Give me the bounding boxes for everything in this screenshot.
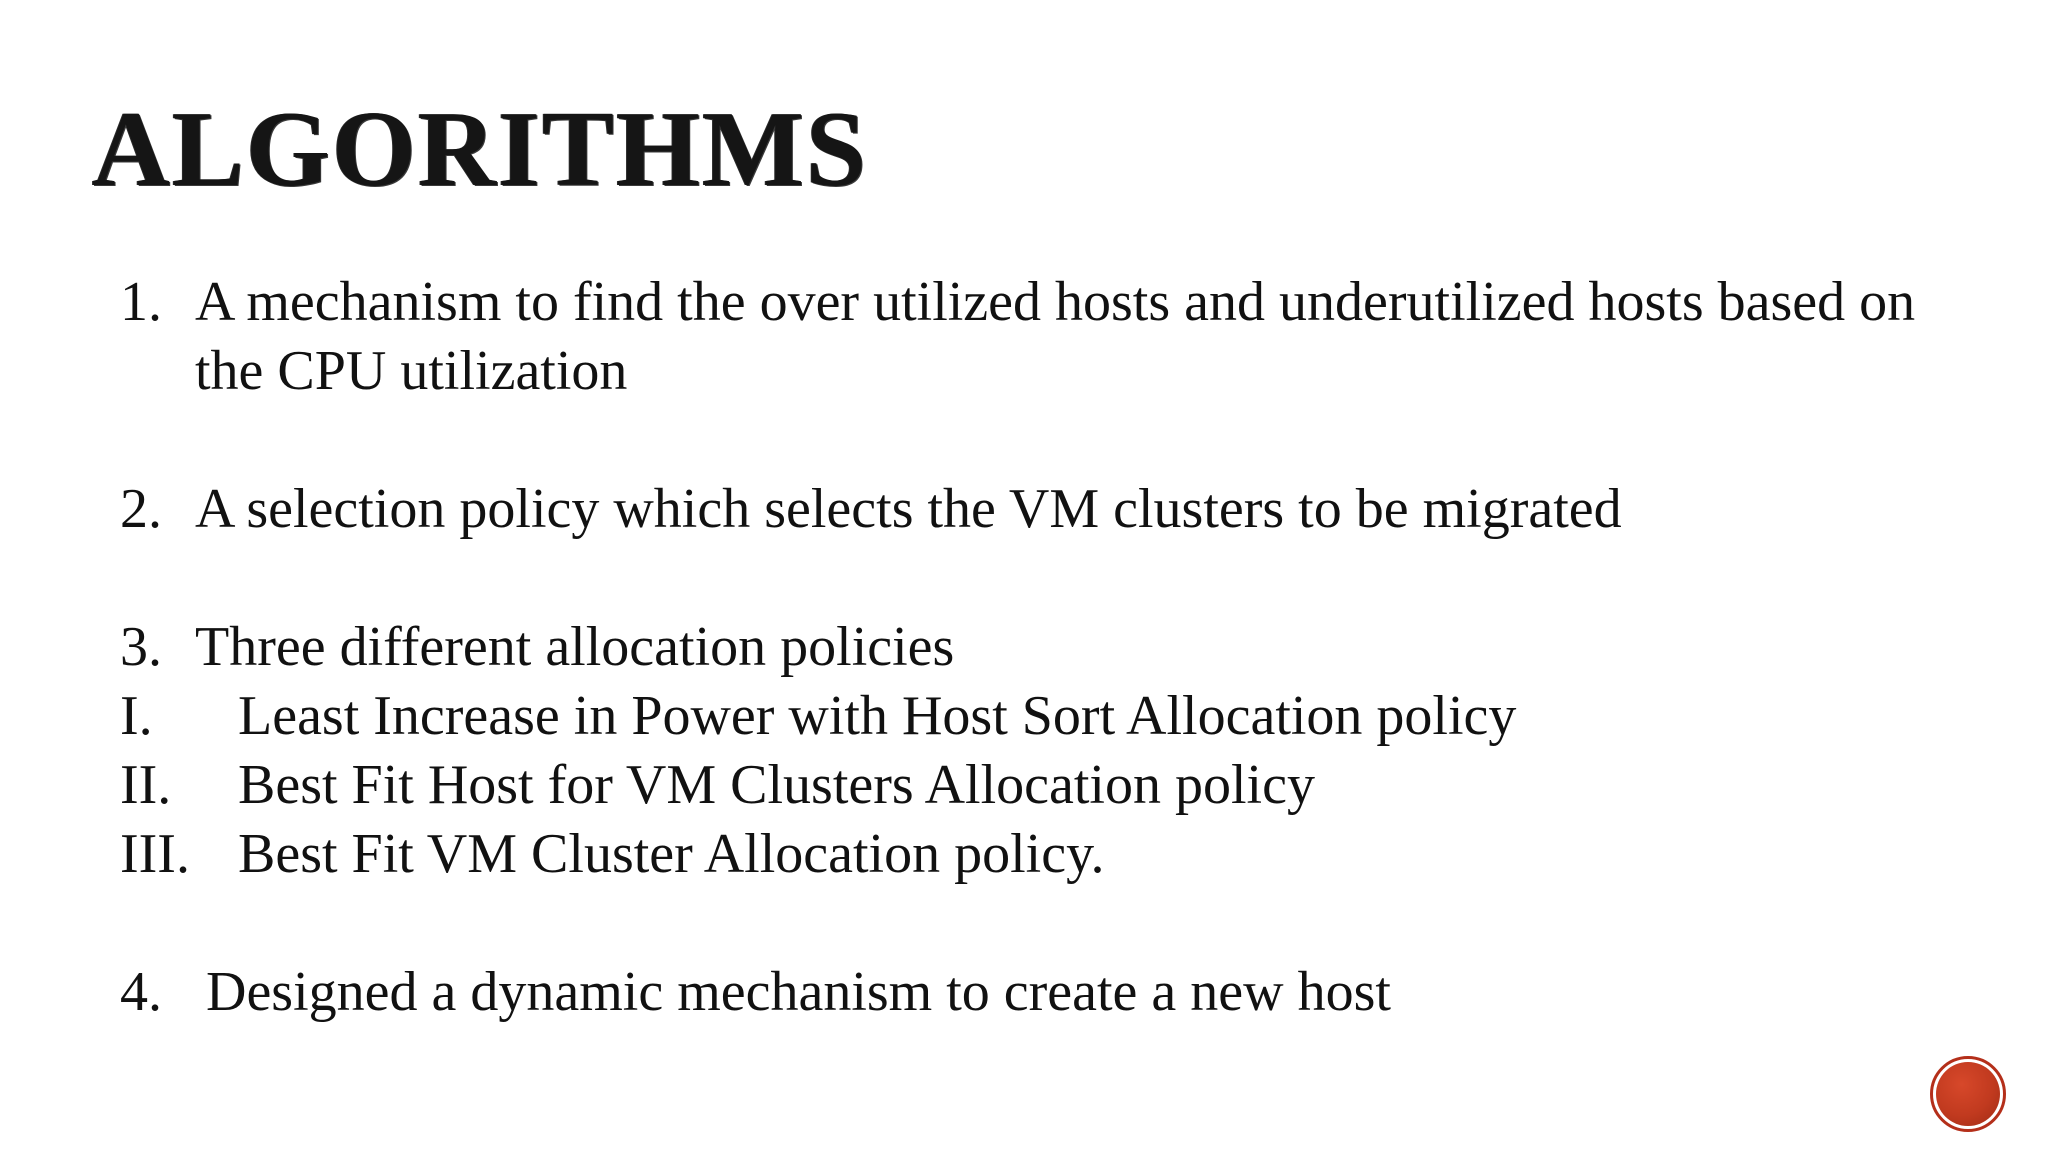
sub-item-i xyxy=(120,682,2000,751)
slide-title: ALGORITHMS xyxy=(92,90,869,209)
roman-numeral: II. xyxy=(120,754,172,816)
roman-numeral: I. xyxy=(120,685,153,747)
list-item-1 xyxy=(120,268,2000,337)
sub-item-text: Best Fit Host for VM Clusters Allocation policy xyxy=(238,754,1315,816)
list-item-text: Designed a dynamic mechanism to create a new host xyxy=(206,961,1391,1023)
list-item-3 xyxy=(120,613,2000,682)
red-circle-icon xyxy=(1936,1062,2000,1126)
list-item-1-continuation xyxy=(120,337,2000,406)
list-item-2 xyxy=(120,475,2000,544)
sub-item-iii xyxy=(120,820,2000,889)
list-item-text: Three different allocation policies xyxy=(195,616,955,678)
sub-item-text: Least Increase in Power with Host Sort Allocation policy xyxy=(238,685,1517,747)
list-number: 2. xyxy=(120,478,162,540)
list-item-4 xyxy=(120,958,2000,1027)
list-number: 4. xyxy=(120,961,162,1023)
list-item-text: A mechanism to find the over utilized hosts and underutilized hosts based on xyxy=(195,271,1916,333)
algorithm-list xyxy=(120,268,2000,1027)
sub-item-text: Best Fit VM Cluster Allocation policy. xyxy=(238,823,1105,885)
slide-badge-icon[interactable] xyxy=(1930,1056,2006,1132)
list-item-text: the CPU utilization xyxy=(195,340,628,402)
list-number: 3. xyxy=(120,616,162,678)
list-number: 1. xyxy=(120,271,162,333)
list-item-text: A selection policy which selects the VM clusters to be migrated xyxy=(195,478,1622,540)
roman-numeral: III. xyxy=(120,823,190,885)
sub-item-ii xyxy=(120,751,2000,820)
